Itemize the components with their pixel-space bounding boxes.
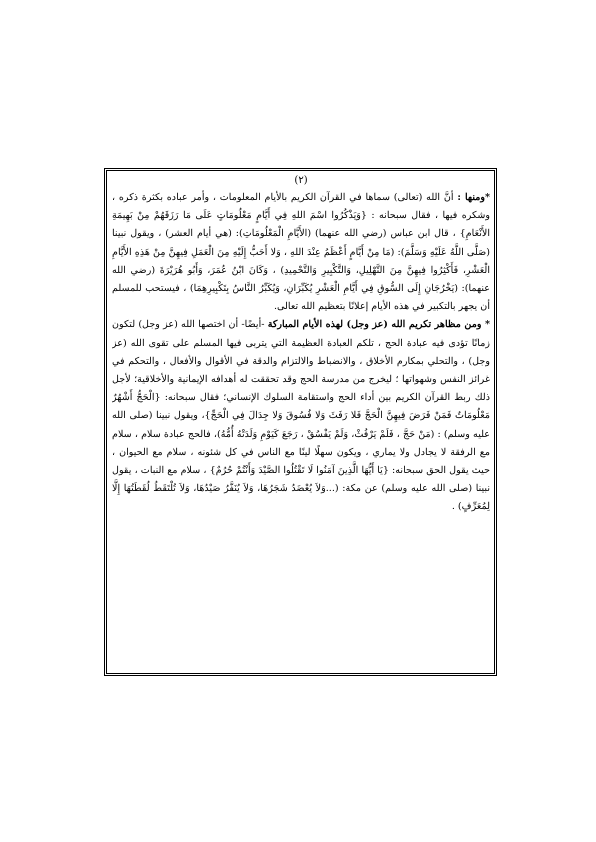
paragraph-2-text: -أيضًا- أن اختصها الله (عز وجل) لتكون زمانًا تؤدى فيه عبادة الحج ، تلكم العبادة العظيمة التي يتربى فيها المسلم على تقوى الله (عز وجل) ، والتحلي بمكارم الأخلاق ، والانضباط والالتزام والدقة في الأقوال والأفعال ، والتحكم في غرائز النفس وشهواتها ؛ ليخرج من مدرسة الحج وقد تحققت له أهدافه الإيمانية والأخلاقية؛ لأجل ذلك ربط القرآن الكريم بين أداء الحج واستقامة السلوك الإنساني؛ فقال سبحانه: {الْحَجُّ أَشْهُرٌ مَعْلُومَاتٌ فَمَنْ فَرَضَ فِيهِنَّ الْحَجَّ فَلا رَفَثَ وَلا فُسُوقَ وَلا جِدَالَ فِي الْحَجِّ}، ويقول نبينا (صلى الله عليه وسلم) : (مَنْ حَجَّ ، فَلَمْ يَرْفُثْ، وَلَمْ يَفْسُقْ ، رَجَعَ كَيَوْمِ وَلَدَتْهُ أُمُّهُ)، فالحج عبادة سلام ، سلام مع الرفقة لا يجادل ولا يماري ، ويكون سهلًا لينًا مع الناس في كل شئونه ، سلام مع الحيوان ، حيث يقول الحق سبحانه: {يَا أَيُّهَا الَّذِينَ آمَنُوا لَا تَقْتُلُوا الصَّيْدَ وَأَنْتُمْ حُرُمٌ} ، سلام مع النبات ، يقول نبينا (صلى الله عليه وسلم) عن مكة: (...وَلاَ يُعْضَدُ شَجَرُهَا، وَلاَ يُنَفَّرُ صَيْدُهَا، وَلاَ تُلْتَقَطُ لُقَطَتُهَا إِلَّا لِمُعَرِّفٍ) . (112, 319, 490, 513)
paragraph-1-lead: *ومنها : (457, 192, 490, 203)
paragraph-1 (112, 189, 490, 316)
page-number: (٢) (294, 175, 308, 186)
page-content (112, 172, 490, 672)
paragraph-2-lead: * ومن مظاهر تكريم الله (عز وجل) لهذه الأيام المباركة (267, 319, 490, 331)
paragraph-2 (112, 316, 490, 516)
paragraph-1-text: أنَّ الله (تعالى) سماها في القرآن الكريم بالأيام المعلومات ، وأمر عباده بكثرة ذكره ، وشكره فيها ، فقال سبحانه : {وَيَذْكُرُوا اسْمَ اللهِ فِي أَيَّامٍ مَعْلُومَاتٍ عَلَى مَا رَزَقَهُمْ مِنْ بَهِيمَةِ الأَنْعَامِ} ، قال ابن عباس (رضي الله عنهما) (الأَيَّامِ الْمَعْلُومَاتِ): (هي أيام العشر) ، ويقول نبينا (صَلَّى اللَّهُ عَلَيْهِ وَسَلَّمَ): (مَا مِنْ أَيَّامٍ أَعْظَمُ عِنْدَ اللهِ ، وَلا أَحَبُّ إِلَيْهِ مِنَ الْعَمَلِ فِيهِنَّ مِنْ هَذِهِ الأَيَّامِ الْعَشْرِ، فَأَكْثِرُوا فِيهِنَّ مِنَ التَّهْلِيلِ، وَالتَّكْبِيرِ وَالتَّحْمِيدِ) ، وَكَانَ ابْنُ عُمَرَ، وَأَبُو هُرَيْرَةَ (رضي الله عنهما): (يَخْرُجَانِ إِلَى السُّوقِ فِي أَيَّامِ الْعَشْرِ يُكَبِّرَانِ، وَيُكَبِّرُ النَّاسُ بِتَكْبِيرِهِمَا) ، فيستحب للمسلم أن يجهر بالتكبير في هذه الأيام إعلانًا بتعظيم الله تعالى. (112, 192, 490, 313)
